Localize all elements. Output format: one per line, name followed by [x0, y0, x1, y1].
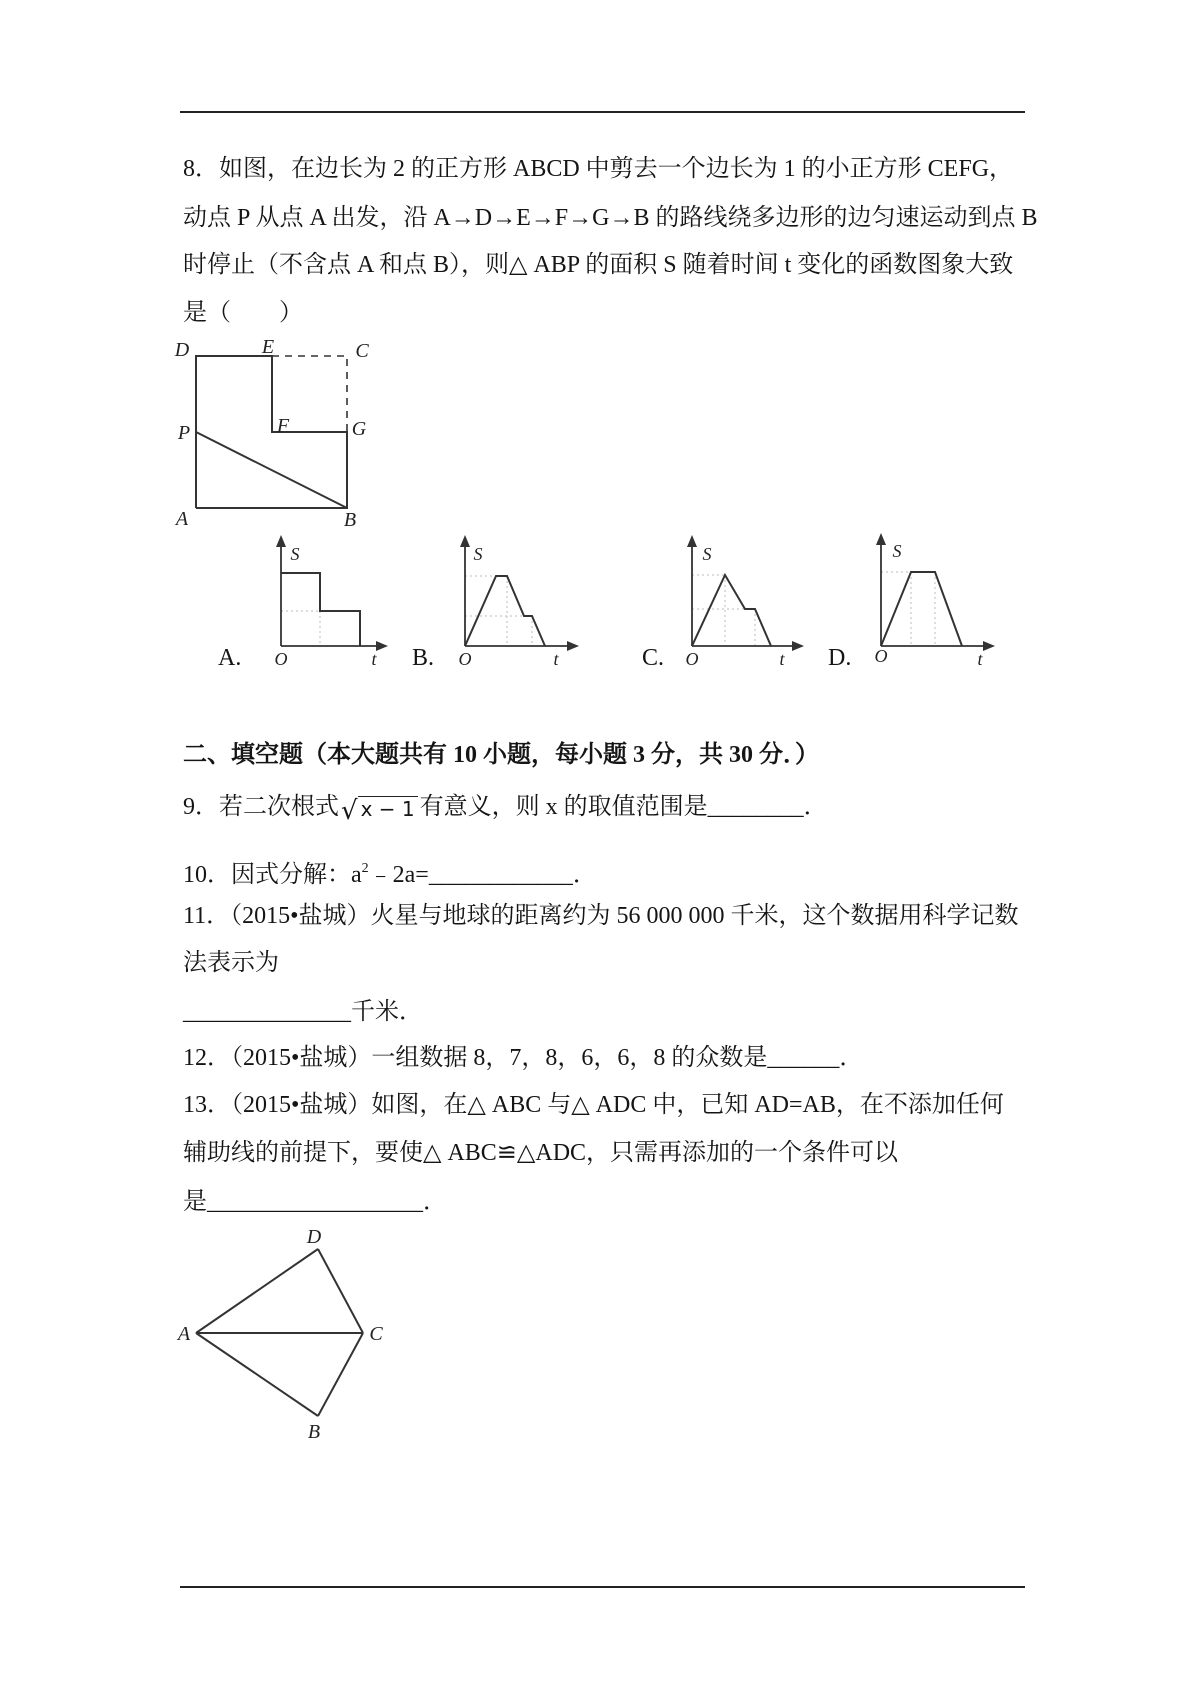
- label-b: B: [343, 509, 357, 531]
- graph-option-b: [440, 530, 585, 675]
- polygon-outline: [196, 356, 347, 508]
- y-axis-arrow-icon: [460, 535, 470, 547]
- origin-label: O: [458, 649, 472, 669]
- label-a: A: [175, 508, 189, 530]
- x-axis-arrow-icon: [792, 641, 804, 651]
- option-a-letter: A.: [218, 645, 242, 671]
- axis-label-t: t: [553, 649, 559, 669]
- segment-ad: [196, 1249, 318, 1333]
- label-c: C: [355, 340, 369, 362]
- question11-line-3: ______________千米．: [183, 999, 423, 1025]
- label-p: P: [177, 422, 191, 444]
- label-e: E: [261, 336, 275, 358]
- graph-curve: [281, 573, 360, 646]
- label-d: D: [306, 1226, 322, 1248]
- question13-line-2: 辅助线的前提下，要使△ ABC≌△ADC，只需再添加的一个条件可以: [183, 1140, 899, 1166]
- graph-curve: [881, 572, 962, 646]
- x-axis-arrow-icon: [376, 641, 388, 651]
- axis-label-s: S: [473, 544, 483, 564]
- question12: 12．（2015•盐城）一组数据 8，7，8，6，6，8 的众数是______．: [183, 1045, 864, 1071]
- question10-suffix: ﹣2a=____________．: [368, 862, 597, 888]
- x-axis-arrow-icon: [983, 641, 995, 651]
- question10: [183, 854, 597, 888]
- question11-line-2: 法表示为: [183, 950, 279, 976]
- origin-label: O: [874, 646, 888, 666]
- label-b: B: [307, 1421, 321, 1443]
- square-figure: [160, 320, 380, 535]
- header-rule: [180, 111, 1025, 113]
- segment-ab: [196, 1333, 318, 1416]
- question8-line-3: 时停止（不含点 A 和点 B），则△ ABP 的面积 S 随着时间 t 变化的函数图象大致: [183, 252, 1014, 278]
- question8-line-4: 是（ ）: [183, 300, 303, 326]
- question8-line-2: 动点 P 从点 A 出发，沿 A→D→E→F→G→B 的路线绕多边形的边匀速运动到点 B: [183, 205, 1038, 231]
- graph-curve: [465, 576, 545, 646]
- origin-label: O: [274, 649, 288, 669]
- triangle-figure: [170, 1225, 395, 1445]
- question9-prefix: 9．若二次根式: [183, 794, 339, 820]
- segment-bc: [318, 1333, 363, 1416]
- radical-sign-icon: √: [341, 796, 358, 826]
- square-root-expression: [341, 794, 418, 826]
- segment-dc: [318, 1249, 363, 1333]
- radicand: x − 1: [358, 796, 418, 821]
- axis-label-t: t: [779, 649, 785, 669]
- y-axis-arrow-icon: [687, 535, 697, 547]
- question9: [183, 792, 828, 826]
- y-axis-arrow-icon: [276, 535, 286, 547]
- y-axis-arrow-icon: [876, 533, 886, 545]
- label-c: C: [369, 1323, 383, 1345]
- graph-option-a: [255, 530, 400, 675]
- axis-label-s: S: [892, 541, 902, 561]
- axis-label-t: t: [977, 649, 983, 669]
- axis-label-s: S: [290, 544, 300, 564]
- question9-suffix: 有意义，则 x 的取值范围是________．: [419, 794, 828, 820]
- section-heading: 二、填空题（本大题共有 10 小题，每小题 3 分，共 30 分．）: [183, 742, 819, 768]
- label-d: D: [174, 339, 190, 361]
- graph-curve: [692, 575, 771, 646]
- x-axis-arrow-icon: [567, 641, 579, 651]
- exponent: 2: [361, 861, 369, 876]
- label-f: F: [276, 415, 290, 437]
- question11-line-1: 11．（2015•盐城）火星与地球的距离约为 56 000 000 千米，这个数据用科学记数: [183, 903, 1019, 929]
- question13-line-1: 13．（2015•盐城）如图，在△ ABC 与△ ADC 中，已知 AD=AB，在不添加任何: [183, 1092, 1004, 1118]
- question10-prefix: 10．因式分解：a: [183, 862, 362, 888]
- question8-line-1: 8．如图，在边长为 2 的正方形 ABCD 中剪去一个边长为 1 的小正方形 CEFG，: [183, 156, 1014, 182]
- question13-line-3: 是__________________．: [183, 1189, 447, 1215]
- option-c-letter: C.: [642, 645, 665, 671]
- graph-option-c: [666, 530, 811, 675]
- option-b-letter: B.: [412, 645, 435, 671]
- option-d-letter: D.: [828, 645, 852, 671]
- label-g: G: [351, 418, 367, 440]
- label-a: A: [177, 1323, 191, 1345]
- origin-label: O: [685, 649, 699, 669]
- segment-pb: [196, 432, 347, 508]
- footer-rule: [180, 1586, 1025, 1588]
- axis-label-t: t: [371, 649, 377, 669]
- axis-label-s: S: [702, 544, 712, 564]
- graph-option-d: [855, 530, 1000, 675]
